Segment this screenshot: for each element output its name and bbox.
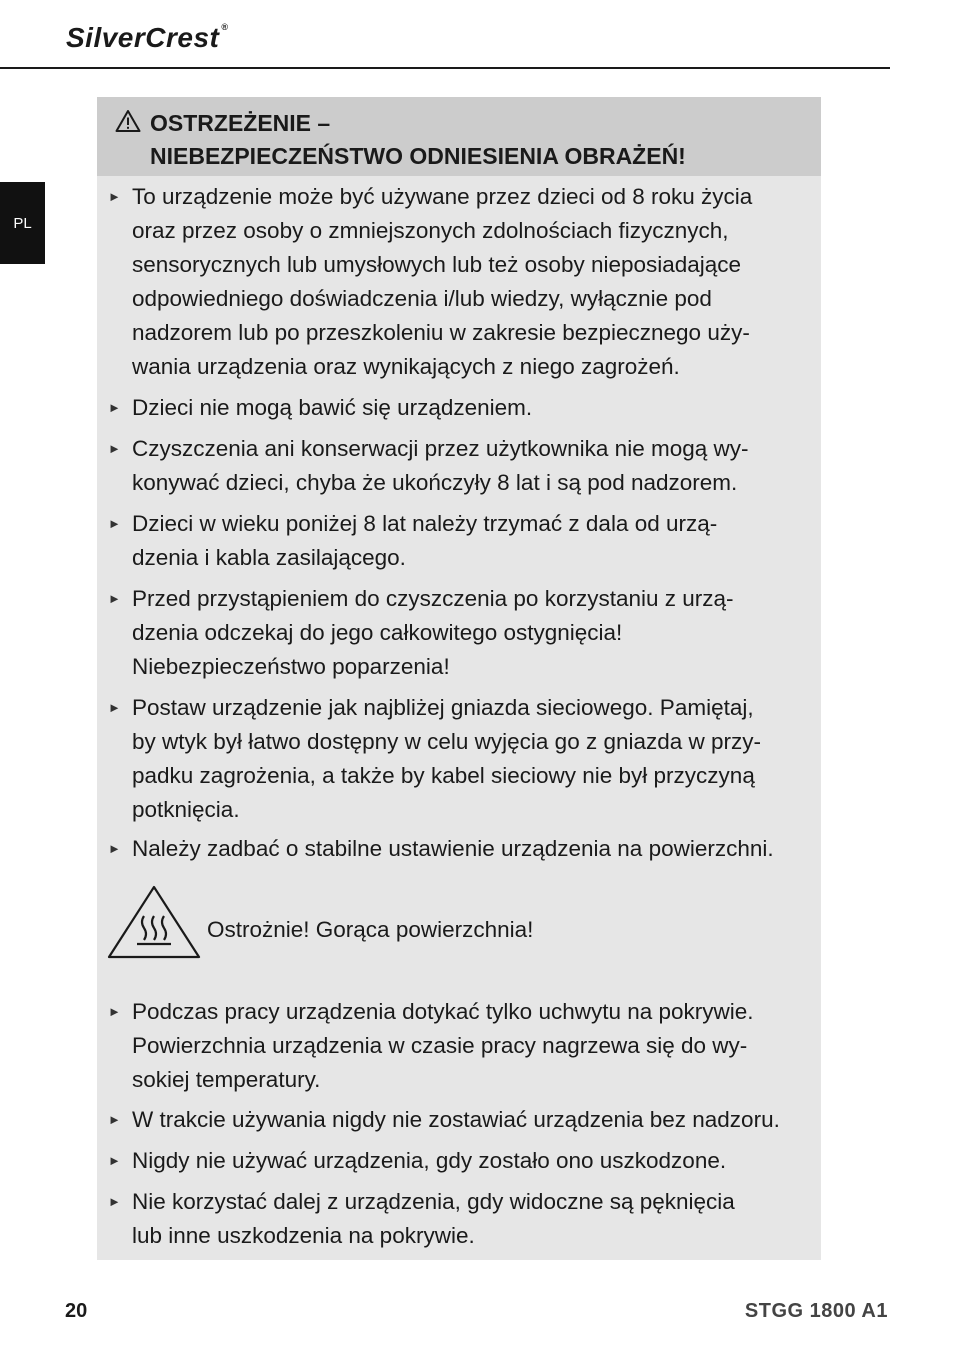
warning-list-item	[132, 180, 812, 384]
list-item-line: Niebezpieczeństwo poparzenia!	[132, 654, 450, 679]
bullet-arrow-icon: ►	[108, 400, 121, 415]
model-number: STGG 1800 A1	[744, 1300, 888, 1322]
bullet-arrow-icon: ►	[108, 700, 121, 715]
brand-logo	[66, 22, 229, 54]
warning-header	[97, 97, 821, 176]
list-item-line: dzenia odczekaj do jego całkowitego ostygnięcia!	[132, 620, 623, 645]
language-label: PL	[13, 214, 32, 232]
list-item-line: Przed przystąpieniem do czyszczenia po korzystaniu z urzą-	[132, 586, 734, 611]
list-item-line: Podczas pracy urządzenia dotykać tylko uchwytu na pokrywie.	[132, 999, 754, 1024]
bullet-arrow-icon: ►	[108, 189, 121, 204]
list-item-line: Należy zadbać o stabilne ustawienie urządzenia na powierzchni.	[132, 836, 774, 861]
warning-box	[97, 97, 821, 1260]
warning-list-item	[132, 582, 812, 684]
bullet-arrow-icon: ►	[108, 516, 121, 531]
warning-title-line-1: OSTRZEŻENIE –	[150, 110, 331, 136]
bullet-arrow-icon: ►	[108, 841, 121, 856]
warning-list-item	[132, 832, 812, 866]
hot-surface-text: Ostrożnie! Gorąca powierzchnia!	[207, 917, 534, 942]
list-item-line: dzenia i kabla zasilającego.	[132, 545, 406, 570]
list-item-line: oraz przez osoby o zmniejszonych zdolnościach fizycznych,	[132, 218, 729, 243]
bullet-arrow-icon: ►	[108, 1194, 121, 1209]
list-item-line: by wtyk był łatwo dostępny w celu wyjęcia go z gniazda w przy-	[132, 729, 762, 754]
warning-list-item	[132, 391, 812, 425]
warning-triangle-icon	[115, 109, 141, 138]
warning-list-item	[132, 1144, 812, 1178]
list-item-line: nadzorem lub po przeszkoleniu w zakresie bezpiecznego uży-	[132, 320, 750, 345]
list-item-line: Dzieci w wieku poniżej 8 lat należy trzymać z dala od urzą-	[132, 511, 718, 536]
hot-surface-warning-icon	[106, 884, 202, 965]
list-item-line: Dzieci nie mogą bawić się urządzeniem.	[132, 395, 533, 420]
warning-list-item	[132, 1103, 812, 1137]
registered-mark: ®	[221, 22, 229, 32]
list-item-line: To urządzenie może być używane przez dzieci od 8 roku życia	[132, 184, 753, 209]
warning-list-item	[132, 507, 812, 575]
warning-list-item	[132, 995, 812, 1097]
warning-list-item	[132, 1185, 812, 1253]
list-item-line: Powierzchnia urządzenia w czasie pracy nagrzewa się do wy-	[132, 1033, 748, 1058]
bullet-arrow-icon: ►	[108, 591, 121, 606]
bullet-arrow-icon: ►	[108, 1004, 121, 1019]
list-item-line: odpowiedniego doświadczenia i/lub wiedzy, wyłącznie pod	[132, 286, 712, 311]
list-item-line: Nigdy nie używać urządzenia, gdy zostało ono uszkodzone.	[132, 1148, 727, 1173]
language-tab	[0, 182, 45, 264]
list-item-line: wania urządzenia oraz wynikających z niego zagrożeń.	[132, 354, 680, 379]
list-item-line: Czyszczenia ani konserwacji przez użytkownika nie mogą wy-	[132, 436, 749, 461]
list-item-line: Postaw urządzenie jak najbliżej gniazda sieciowego. Pamiętaj,	[132, 695, 754, 720]
list-item-line: sensorycznych lub umysłowych lub też osoby nieposiadające	[132, 252, 742, 277]
brand-name: SilverCrest	[66, 22, 220, 53]
list-item-line: W trakcie używania nigdy nie zostawiać urządzenia bez nadzoru.	[132, 1107, 780, 1132]
bullet-arrow-icon: ►	[108, 441, 121, 456]
warning-title	[150, 107, 686, 173]
header-rule	[0, 67, 890, 69]
bullet-arrow-icon: ►	[108, 1112, 121, 1127]
list-item-line: Nie korzystać dalej z urządzenia, gdy widoczne są pęknięcia	[132, 1189, 735, 1214]
bullet-arrow-icon: ►	[108, 1153, 121, 1168]
list-item-line: lub inne uszkodzenia na pokrywie.	[132, 1223, 475, 1248]
warning-title-line-2: NIEBEZPIECZEŃSTWO ODNIESIENIA OBRAŻEŃ!	[150, 143, 686, 169]
list-item-line: padku zagrożenia, a także by kabel sieciowy nie był przyczyną	[132, 763, 755, 788]
page-number: 20	[65, 1300, 88, 1322]
list-item-line: sokiej temperatury.	[132, 1067, 321, 1092]
list-item-line: konywać dzieci, chyba że ukończyły 8 lat i są pod nadzorem.	[132, 470, 738, 495]
warning-list-item	[132, 691, 812, 827]
list-item-line: potknięcia.	[132, 797, 240, 822]
warning-list-item	[132, 432, 812, 500]
